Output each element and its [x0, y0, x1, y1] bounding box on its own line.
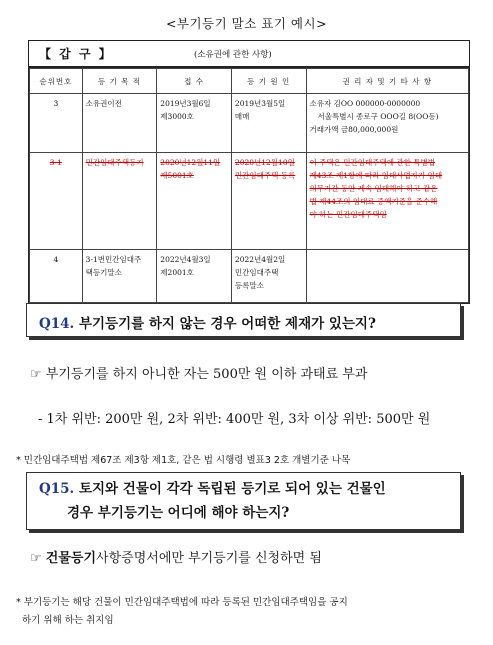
row-receipt: 2019년3월6일 제3000호: [157, 94, 232, 153]
answer-line-q15: [30, 547, 322, 566]
header-cause: 등 기 원 인: [231, 69, 306, 94]
question-box-q15: [26, 472, 461, 530]
row-cause: 2020년12월10일 민간임대주택 등록: [231, 153, 306, 250]
row-rights: 이 주택은 민간임대주택에 관한 특별법 제43조 제1항에 따라 임대사업자가 임대 의무기간 동안 계속 임대해야 하고 같은 법 제44조의 임대료 증액기준을 준수해 야 하는 민간임대주택임: [306, 153, 468, 250]
pointing-hand-icon: ☞: [30, 551, 42, 566]
table-row: [30, 94, 469, 153]
header-rights: 권 리 자 및 기 타 사 항: [306, 69, 468, 94]
row-rank: 3-1: [30, 153, 83, 250]
row-rank: 3: [30, 94, 83, 153]
row-purpose: 민간임대주택등기: [82, 153, 157, 250]
row-rights: [306, 250, 468, 303]
row-cause: 2022년4월2일 민간임대주택 등록말소: [231, 250, 306, 303]
row-rank: 4: [30, 250, 83, 303]
footnote-q15-line2: 하기 위해 하는 취지임: [22, 615, 114, 626]
question-text-line1: 토지와 건물이 각각 독립된 등기로 되어 있는 건물인: [78, 481, 386, 497]
header-rank: 순위번호: [30, 69, 83, 94]
row-rights: 소유자 김OO 000000-0000000 서울특별시 종로구 OOO길 8(OO동) 거래가액 금80,000,000원: [306, 94, 468, 153]
example-caption: <부기등기 말소 표기 예시>: [165, 16, 328, 31]
row-receipt: 2022년4월3일 제2001호: [157, 250, 232, 303]
table-row-struck: [30, 153, 469, 250]
header-purpose: 등 기 목 적: [82, 69, 157, 94]
header-receipt: 접 수: [157, 69, 232, 94]
question-text: 부기등기를 하지 않는 경우 어떠한 제재가 있는지?: [78, 316, 376, 332]
footnote-q15-line1: * 부기등기는 해당 건물이 민간임대주택법에 따라 등록된 민간임대주택임을 공지: [16, 597, 348, 608]
pointing-hand-icon: ☞: [30, 367, 42, 382]
row-receipt: 2020년12월11일 제5001호: [157, 153, 232, 250]
register-header-row: [30, 69, 469, 94]
row-cause: 2019년3월5일 매매: [231, 94, 306, 153]
answer-emphasis: 건물등기: [45, 551, 97, 566]
row-purpose: 3-1번민간임대주 택등기말소: [82, 250, 157, 303]
register-section-header: [29, 41, 469, 68]
answer-line-q14: [30, 363, 367, 382]
table-row: [30, 250, 469, 303]
section-label: 【 갑 구 】: [39, 47, 113, 61]
section-note: (소유권에 관한 사항): [194, 49, 272, 60]
question-number: Q15.: [39, 481, 75, 497]
question-box-q14: [26, 303, 461, 337]
question-text-line2: 경우 부기등기는 어디에 해야 하는지?: [67, 505, 290, 521]
row-purpose: 소유권이전: [82, 94, 157, 153]
register-grid: [29, 68, 469, 303]
footnote-q14: * 민간임대주택법 제67조 제3항 제1호, 같은 법 시행령 별표3 2호 개별기준 나목: [16, 455, 351, 466]
register-table: [28, 40, 470, 304]
answer-text: 사항증명서에만 부기등기를 신청하면 됨: [96, 551, 322, 566]
penalty-detail: - 1차 위반: 200만 원, 2차 위반: 400만 원, 3차 이상 위반: 500만 원: [38, 412, 431, 427]
question-number: Q14.: [39, 316, 75, 332]
answer-text: 부기등기를 하지 아니한 자는 500만 원 이하 과태료 부과: [45, 367, 368, 382]
